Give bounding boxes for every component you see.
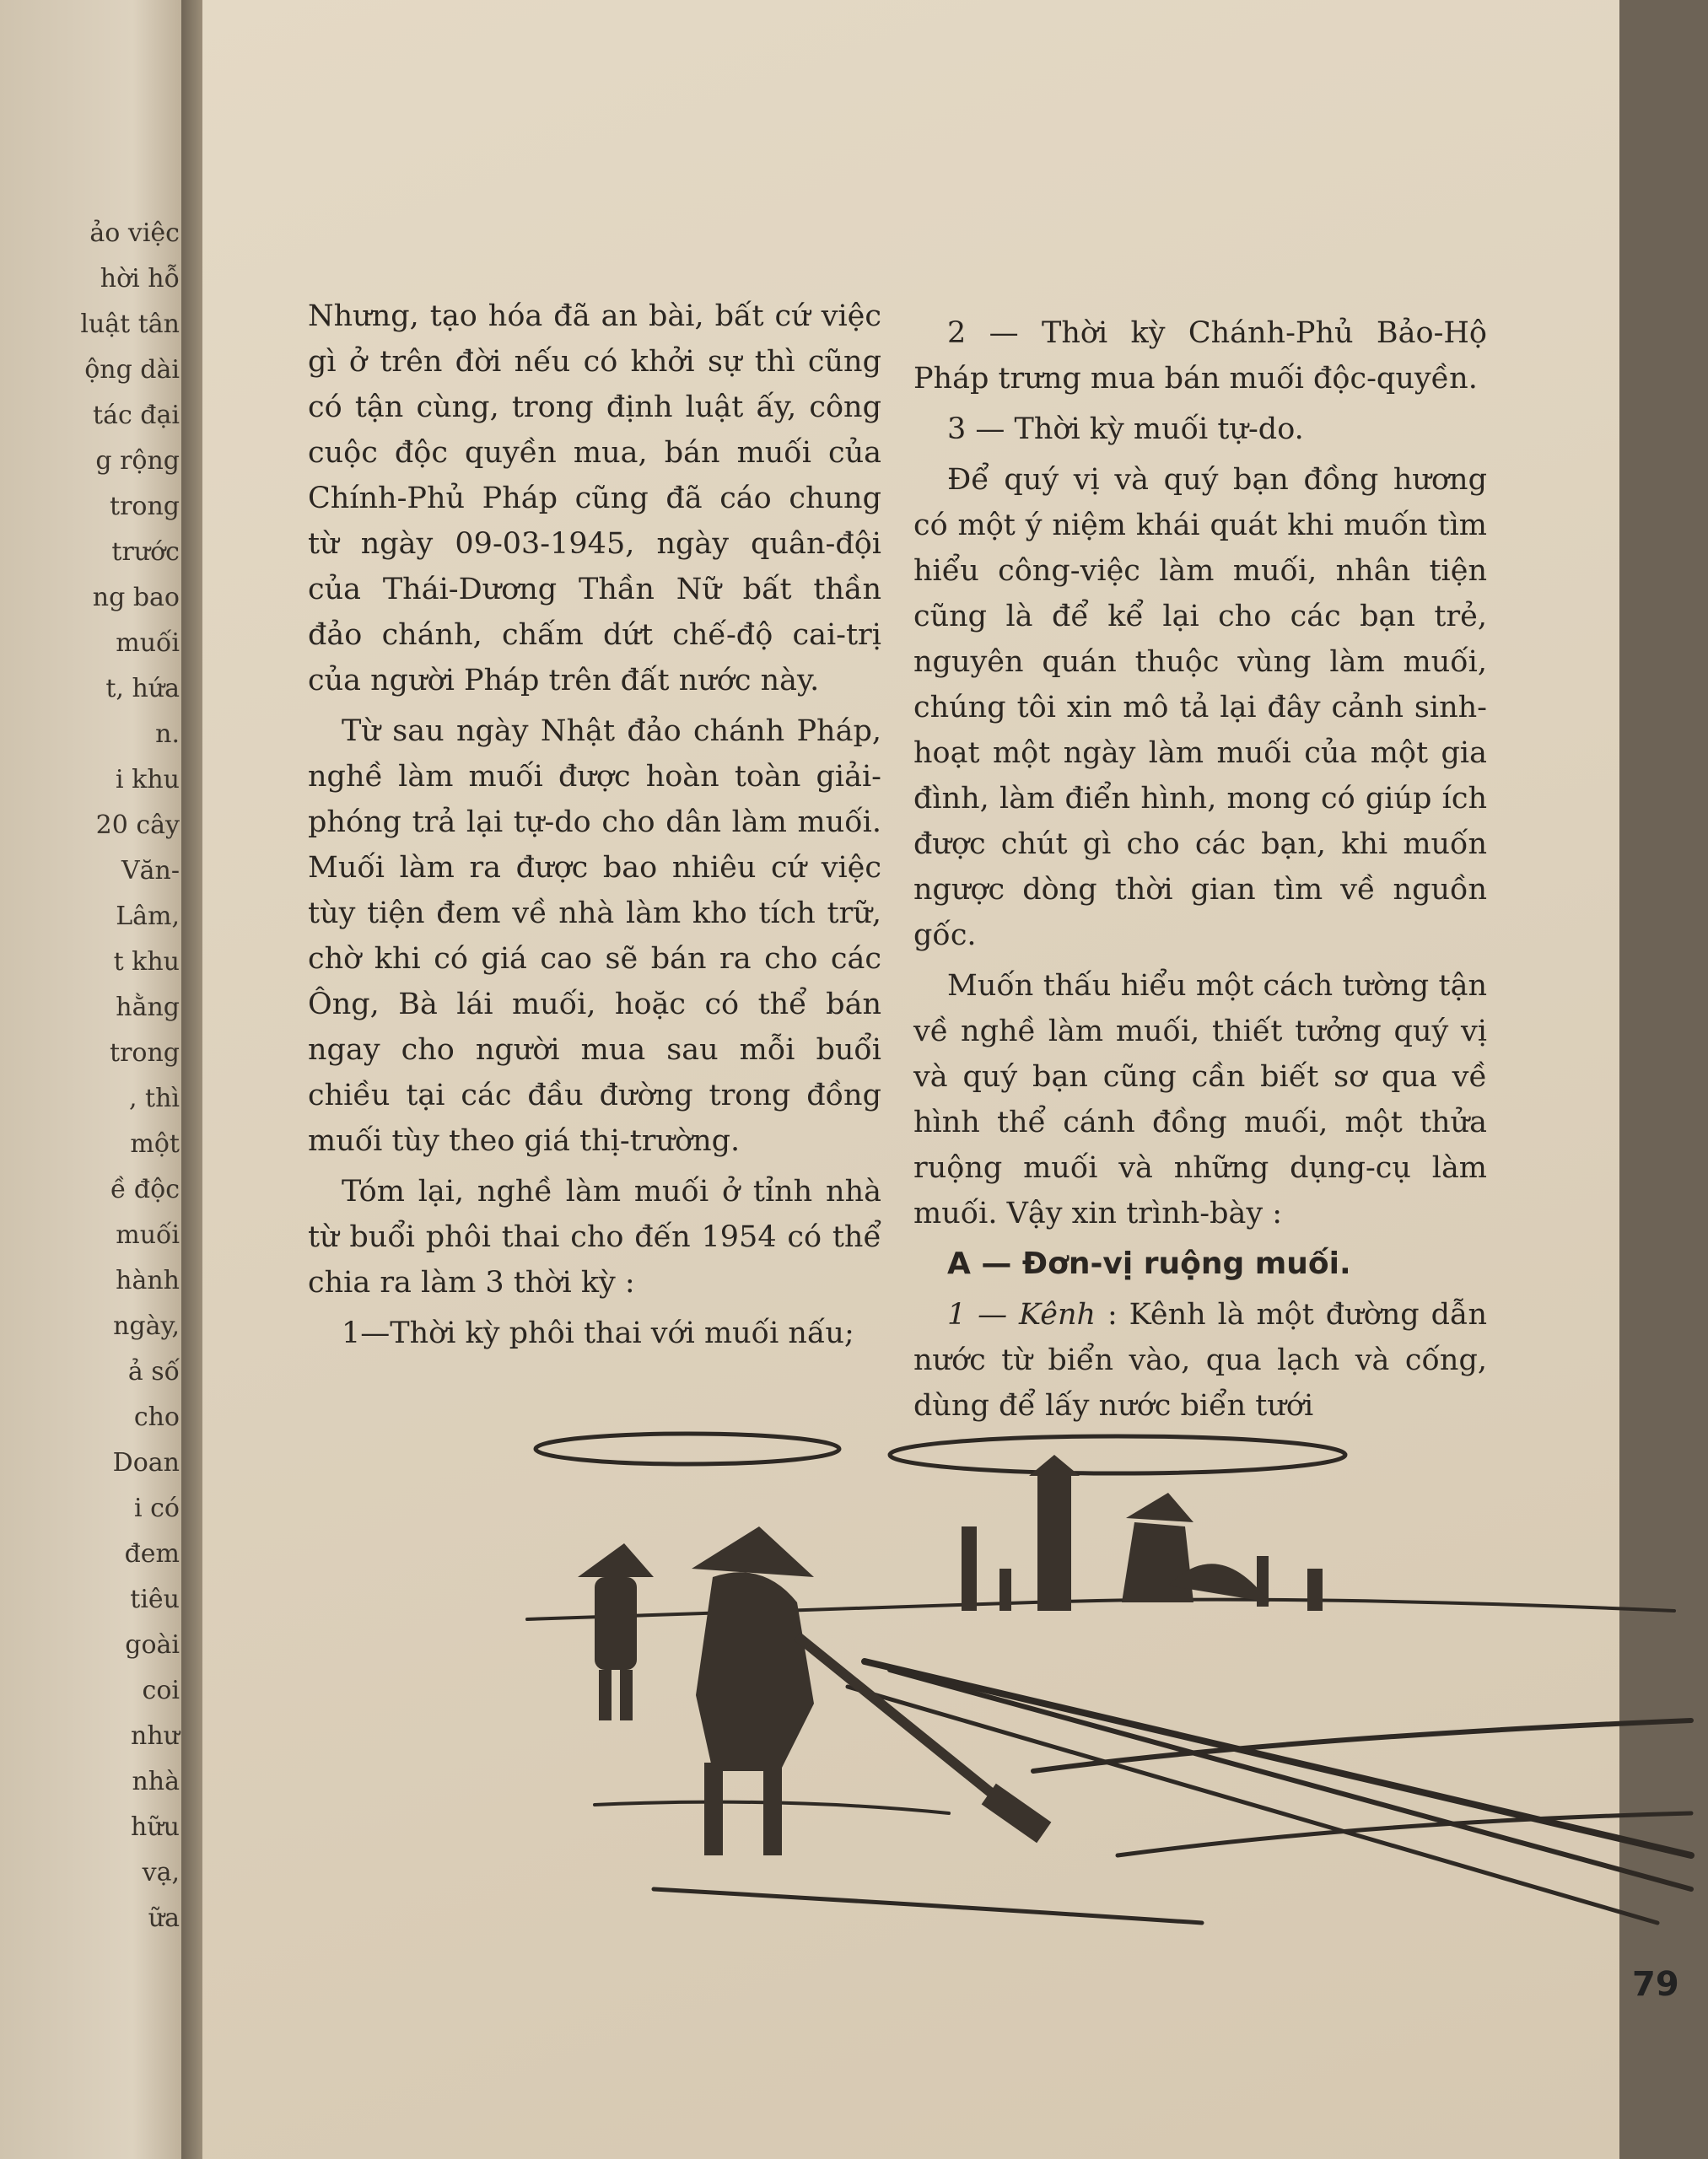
left-page-fragment: ả số — [127, 1357, 180, 1386]
left-page-fragment: ữa — [148, 1903, 180, 1933]
section-heading: A — Đơn-vị ruộng muối. — [947, 1246, 1351, 1281]
left-page-fragment: hời hỗ — [100, 264, 180, 293]
left-page — [0, 0, 190, 2159]
paragraph: 1—Thời kỳ phôi thai với muối nấu; — [342, 1316, 854, 1350]
paragraph: Tóm lại, nghề làm muối ở tỉnh nhà từ buổi phôi thai cho đến 1954 có thể chia ra làm 3 thời kỳ : — [308, 1175, 881, 1300]
left-page-fragment: ề độc — [110, 1175, 180, 1204]
left-page-fragment: coi — [142, 1676, 180, 1705]
left-page-fragment: cho — [133, 1403, 180, 1432]
text-column-right — [913, 310, 1487, 1434]
left-page-fragment: Văn- — [121, 856, 180, 886]
left-page-fragment: muối — [116, 628, 180, 658]
left-page-fragment: đem — [124, 1539, 180, 1569]
cloud-left — [536, 1434, 839, 1464]
paragraph: 3 — Thời kỳ muối tự-do. — [947, 412, 1304, 446]
text-column-left — [308, 293, 881, 1361]
left-page-fragment: trong — [110, 1038, 180, 1068]
left-page-fragment: vạ, — [142, 1858, 180, 1887]
cloud-right — [890, 1436, 1345, 1473]
left-page-fragment: t khu — [113, 947, 180, 977]
left-page-fragment: i có — [134, 1494, 180, 1523]
left-page-fragment: , thì — [128, 1084, 180, 1113]
paragraph: Để quý vị và quý bạn đồng hương có một ý niệm khái quát khi muốn tìm hiểu công-việc làm muối, nhân tiện cũng là để kể lại cho các bạn trẻ, nguyên quán thuộc vùng làm muối, chúng tôi xin mô tả lại đây cảnh sinh-hoạt một ngày làm muối của một gia đình, làm điển hình, mong có giúp ích được chút gì cho các bạn, khi muốn ngược dòng thời gian tìm về nguồn gốc. — [913, 463, 1487, 952]
page-number: 79 — [1632, 1965, 1679, 2004]
left-page-fragment: ng bao — [92, 583, 180, 612]
left-page-fragment: trong — [110, 492, 180, 521]
paragraph: Từ sau ngày Nhật đảo chánh Pháp, nghề làm muối được hoàn toàn giải-phóng trả lại tự-do cho dân làm muối. Muối làm ra được bao nhiêu cứ việc tùy tiện đem về nhà làm kho tích trữ, chờ khi có giá cao sẽ bán ra cho các Ông, Bà lái muối, hoặc có thể bán ngay cho người mua sau mỗi buổi chiều tại các đầu đường trong đồng muối tùy theo giá thị-trường. — [308, 714, 881, 1158]
conical-hat — [578, 1543, 654, 1577]
left-page-fragment: tác đại — [93, 401, 180, 430]
right-page — [202, 0, 1679, 2159]
left-page-fragment: hành — [116, 1266, 180, 1295]
left-page-fragment: trước — [111, 537, 180, 567]
left-page-fragment: ngày, — [113, 1311, 180, 1341]
left-page-fragment: hằng — [116, 993, 180, 1022]
paragraph: Nhưng, tạo hóa đã an bài, bất cứ việc gì ở trên đời nếu có khởi sự thì cũng có tận cùng, trong định luật ấy, công cuộc độc quyền mua, bán muối của Chính-Phủ Pháp cũng đã cáo chung từ ngày 09-03-1945, ngày quân-đội của Thái-Dương Thần Nữ bất thần đảo chánh, chấm dứt chế-độ cai-trị của người Pháp trên đất nước này. — [308, 299, 881, 697]
item-text: : Kênh là một đường dẫn nước từ biển vào, qua lạch và cống, dùng để lấy nước biển tưới — [913, 1298, 1487, 1423]
paragraph — [913, 1292, 1487, 1429]
left-page-fragment: luật tân — [80, 310, 180, 339]
item-label: 1 — Kênh — [947, 1298, 1096, 1332]
left-page-fragment: n. — [155, 719, 180, 749]
left-page-fragment: Doan — [112, 1448, 180, 1478]
left-page-fragment: Lâm, — [116, 902, 180, 931]
left-page-fragment: 20 cây — [95, 810, 180, 840]
left-page-fragment: ảo việc — [89, 218, 180, 248]
left-page-fragment: i khu — [116, 765, 180, 794]
left-page-fragment: như — [131, 1721, 180, 1751]
left-page-fragment: ộng dài — [84, 355, 180, 385]
salt-field-woodcut-illustration — [527, 1417, 1708, 1923]
conical-hat — [692, 1526, 814, 1577]
left-page-fragment: g rộng — [95, 446, 180, 476]
paragraph: Muốn thấu hiểu một cách tường tận về nghề làm muối, thiết tưởng quý vị và quý bạn cũng cần biết sơ qua về hình thể cánh đồng muối, một thửa ruộng muối và những dụng-cụ làm muối. Vậy xin trình-bày : — [913, 969, 1487, 1230]
left-page-fragment: goài — [125, 1630, 180, 1660]
left-page-fragment: nhà — [132, 1767, 180, 1796]
left-page-fragment: tiêu — [130, 1585, 180, 1614]
left-page-fragment: một — [130, 1129, 180, 1159]
left-page-fragment: hữu — [131, 1812, 180, 1842]
paragraph: 2 — Thời kỳ Chánh-Phủ Bảo-Hộ Pháp trưng mua bán muối độc-quyền. — [913, 316, 1487, 396]
left-page-fragment: t, hứa — [105, 674, 180, 703]
left-page-fragment: muối — [116, 1220, 180, 1250]
